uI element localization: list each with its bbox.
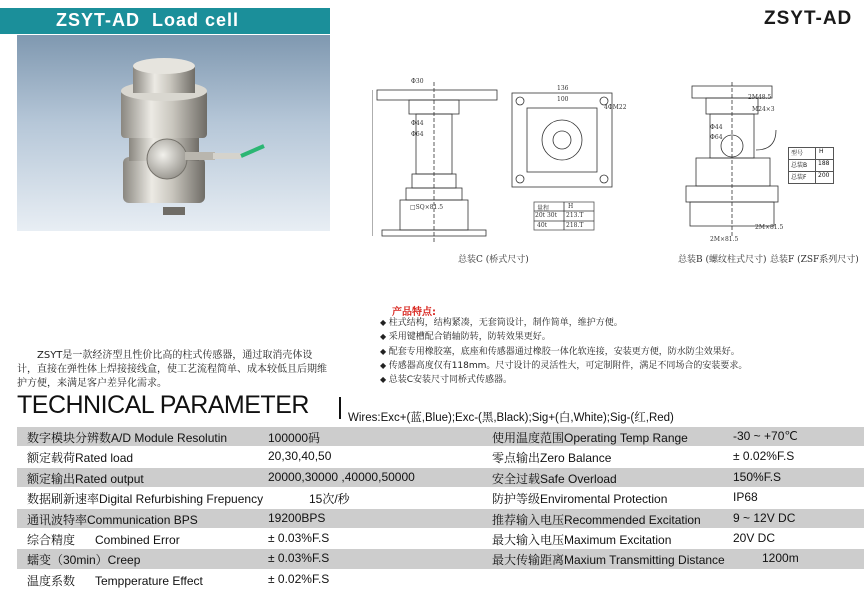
param-label: 温度系数 Tempperature Effect (27, 573, 203, 588)
c-r2-h: 218.T (566, 222, 584, 229)
param-label: 零点输出Zero Balance (492, 451, 612, 466)
title-divider (339, 397, 341, 419)
feature-item: ◆ 配套专用橡胶塞，底座和传感器通过橡胶一体化软连接，安装更方便，防水防尘效果好。 (380, 345, 747, 359)
param-value: 1200m (762, 551, 799, 566)
c-r1-h: 213.T (566, 212, 584, 219)
spec-table (17, 427, 864, 590)
b-d44: Φ44 (710, 124, 723, 131)
table-row (17, 549, 864, 569)
param-label: 最大传输距离Maxium Transmitting Distance (492, 553, 725, 568)
features-title: 产品特点: (392, 307, 436, 318)
c-d44: Φ44 (411, 120, 424, 127)
tbl-h2: H (819, 148, 824, 155)
table-row (17, 570, 864, 590)
param-value: 15次/秒 (309, 492, 350, 507)
wires-text: Wires:Exc+(蓝,Blue);Exc-(黑,Black);Sig+(白,White);Sig-(红,Red) (348, 412, 674, 424)
param-label: 通讯波特率Communication BPS (27, 512, 198, 527)
param-value: IP68 (733, 490, 758, 505)
param-label: 数字模块分辨数A/D Module Resolutin (27, 431, 228, 445)
param-label: 防护等级Enviromental Protection (492, 492, 668, 507)
page-title: ZSYT-AD Load cell (56, 10, 240, 30)
feature-item: ◆ 传感器高度仅有118mm。尺寸设计的灵活性大，可定制附件，满足不同场合的安装要求。 (380, 359, 747, 373)
b-right-mid: M24×3 (752, 106, 775, 113)
param-value: 9 ~ 12V DC (733, 510, 796, 525)
caption-c: 总装C (桥式尺寸) (458, 255, 529, 265)
tech-title: TECHNICAL PARAMETER (17, 391, 309, 419)
header-right-title: ZSYT-AD (764, 8, 853, 29)
intro-text: ZSYT是一款经济型且性价比高的柱式传感器，通过取消壳体设计，直接在弹性体上焊接接线盒，使工艺流程简单、成本较低且后期维护方便，来满足客户差异化需求。 (17, 350, 327, 389)
param-label: 数据刷新速率Digital Refurbishing Frepuency (27, 492, 264, 507)
param-value: 20000,30000 ,40000,50000 (268, 469, 415, 484)
param-value: 19200BPS (268, 510, 326, 525)
param-value: 20,30,40,50 (268, 449, 332, 464)
param-value: ± 0.02%F.S (268, 571, 330, 586)
b-side: 2M×81.5 (755, 224, 784, 231)
param-label: 最大输入电压Maximum Excitation (492, 532, 672, 547)
tbl-h1: 型号 (789, 148, 816, 159)
features-list (380, 316, 747, 387)
param-label: 使用温度范围Operating Temp Range (492, 431, 688, 445)
load-cell-illustration (17, 35, 330, 231)
drawing-c-front (372, 78, 622, 248)
param-label: 额定输出Rated output (27, 471, 144, 486)
model-height-table (788, 147, 834, 184)
param-value: -30 ~ +70℃ (733, 429, 798, 443)
param-label: 推荐输入电压Recommended Excitation (492, 512, 701, 527)
c-base-dim: □SQ×81.5 (410, 204, 444, 211)
b-d64: Φ64 (710, 134, 723, 141)
product-photo (17, 35, 330, 231)
table-row (17, 529, 864, 549)
c-range-hdr: 量程 (537, 205, 550, 212)
tbl-r2a: 总装F (789, 172, 816, 183)
table-row (17, 488, 864, 508)
b-base: 2M×81.5 (710, 236, 739, 243)
param-label: 蠕变（30min）Creep (27, 553, 141, 568)
c-d64: Φ64 (411, 131, 424, 138)
param-value: 100000码 (268, 431, 321, 445)
c-width-100: 100 (557, 96, 569, 103)
param-value: ± 0.03%F.S (268, 551, 330, 566)
c-width-136: 136 (557, 85, 569, 92)
param-label: 额定载荷Rated load (27, 451, 134, 466)
param-value: ± 0.02%F.S (733, 449, 795, 464)
header-bar (0, 8, 330, 34)
table-row (17, 509, 864, 529)
caption-f: 总装F (ZSF系列尺寸) (770, 255, 859, 265)
table-row (17, 468, 864, 488)
param-label: 安全过载Safe Overload (492, 471, 617, 486)
param-label: 综合精度 Combined Error (27, 532, 180, 547)
caption-b: 总装B (螺纹柱式尺寸) (678, 255, 767, 265)
c-r1-range: 20t 30t (535, 212, 557, 219)
c-h-hdr: H (568, 203, 574, 210)
tbl-r2b: 200 (818, 172, 830, 179)
tbl-r1b: 188 (818, 160, 830, 167)
b-right-top: 2M48.5 (748, 94, 772, 101)
table-row (17, 447, 864, 467)
c-r2-range: 40t (537, 222, 548, 229)
table-row (17, 427, 864, 447)
feature-item: ◆ 柱式结构，结构紧凑，无套筒设计，制作简单，维护方便。 (380, 316, 747, 330)
tbl-r1a: 总装B (789, 160, 816, 171)
feature-item: ◆ 采用键槽配合销轴防转，防转效果更好。 (380, 330, 747, 344)
param-value: ± 0.03%F.S (268, 530, 330, 545)
param-value: 150%F.S (733, 469, 782, 484)
c-top-dim: Φ30 (411, 78, 424, 85)
feature-item: ◆ 总装C安装尺寸同桥式传感器。 (380, 373, 747, 387)
param-value: 20V DC (733, 530, 776, 545)
c-hole: 4ΦM22 (604, 104, 627, 111)
